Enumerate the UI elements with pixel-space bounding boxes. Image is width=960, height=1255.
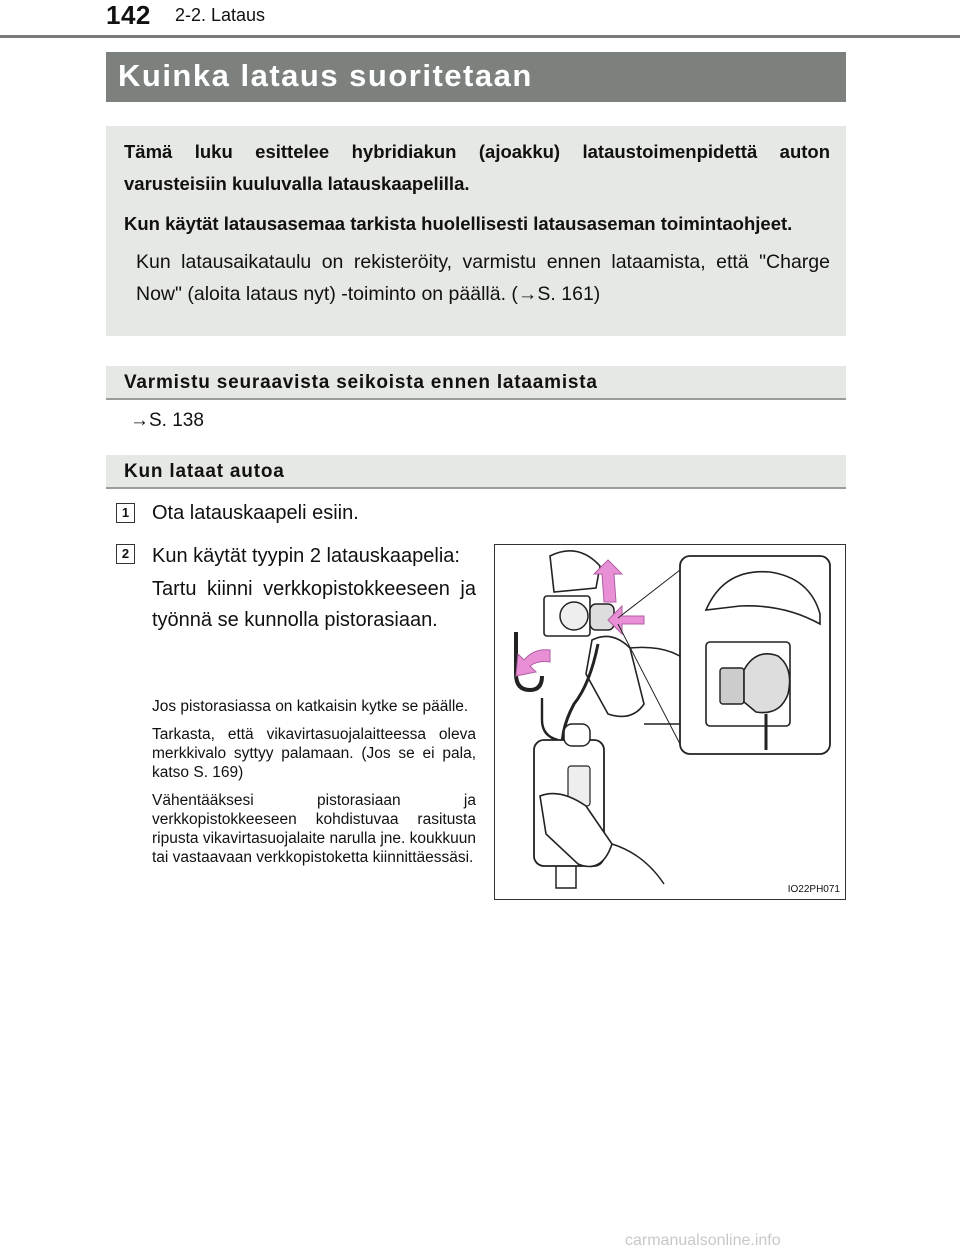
page-number: 142 (106, 0, 151, 30)
header-divider (0, 35, 960, 38)
intro-box (106, 126, 846, 336)
section-label: 2-2. Lataus (175, 5, 266, 25)
step-note: Jos pistorasiassa on katkaisin kytke se päälle. (152, 698, 469, 715)
step-number: 1 (116, 503, 135, 523)
cross-reference-link[interactable]: →S. 138 (130, 410, 204, 431)
step-action: Tartu kiinni verkkopistokkeeseen ja työnnä se kunnolla pistorasiaan. (152, 578, 476, 631)
page-title: Kuinka lataus suoritetaan (106, 52, 846, 102)
illustration-drawing (494, 544, 846, 900)
step-note: Tarkasta, että vikavirtasuojalaitteessa oleva merkkivalo syttyy palamaan. (Jos se ei pala, katso S. 169) (152, 726, 476, 781)
intro-paragraph: Kun käytät latausasemaa tarkista huolellisesti latausaseman toimintaohjeet. (124, 213, 793, 234)
step-text (152, 541, 476, 636)
intro-paragraph: Tämä luku esittelee hybridiakun (ajoakku) lataustoimenpidettä auton varusteisiin kuuluvalla latauskaapelilla. (124, 141, 830, 194)
watermark: carmanualsonline.info (625, 1232, 781, 1249)
intro-note: Kun latausaikataulu on rekisteröity, varmistu ennen lataamista, että "Charge Now" (aloita lataus nyt) -toiminto on päällä. (→S. 161) (136, 251, 830, 305)
step-note: Vähentääksesi pistorasiaan ja verkkopistokkeeseen kohdistuvaa rasitusta ripusta vikavirtasuojalaite narulla jne. koukkuun tai vastaavaan verkkopistoketta kiinnittäessäsi. (152, 792, 476, 866)
figure-code: IO22PH071 (787, 884, 840, 895)
step-number: 2 (116, 544, 135, 564)
section-heading-charging: Kun lataat autoa (106, 455, 846, 489)
step-intro: Kun käytät tyypin 2 latauskaapelia: (152, 545, 460, 567)
step-text: Ota latauskaapeli esiin. (152, 502, 359, 524)
charging-illustration (494, 544, 846, 900)
section-heading-before-charging: Varmistu seuraavista seikoista ennen lataamista (106, 366, 846, 400)
step-notes (152, 697, 476, 876)
